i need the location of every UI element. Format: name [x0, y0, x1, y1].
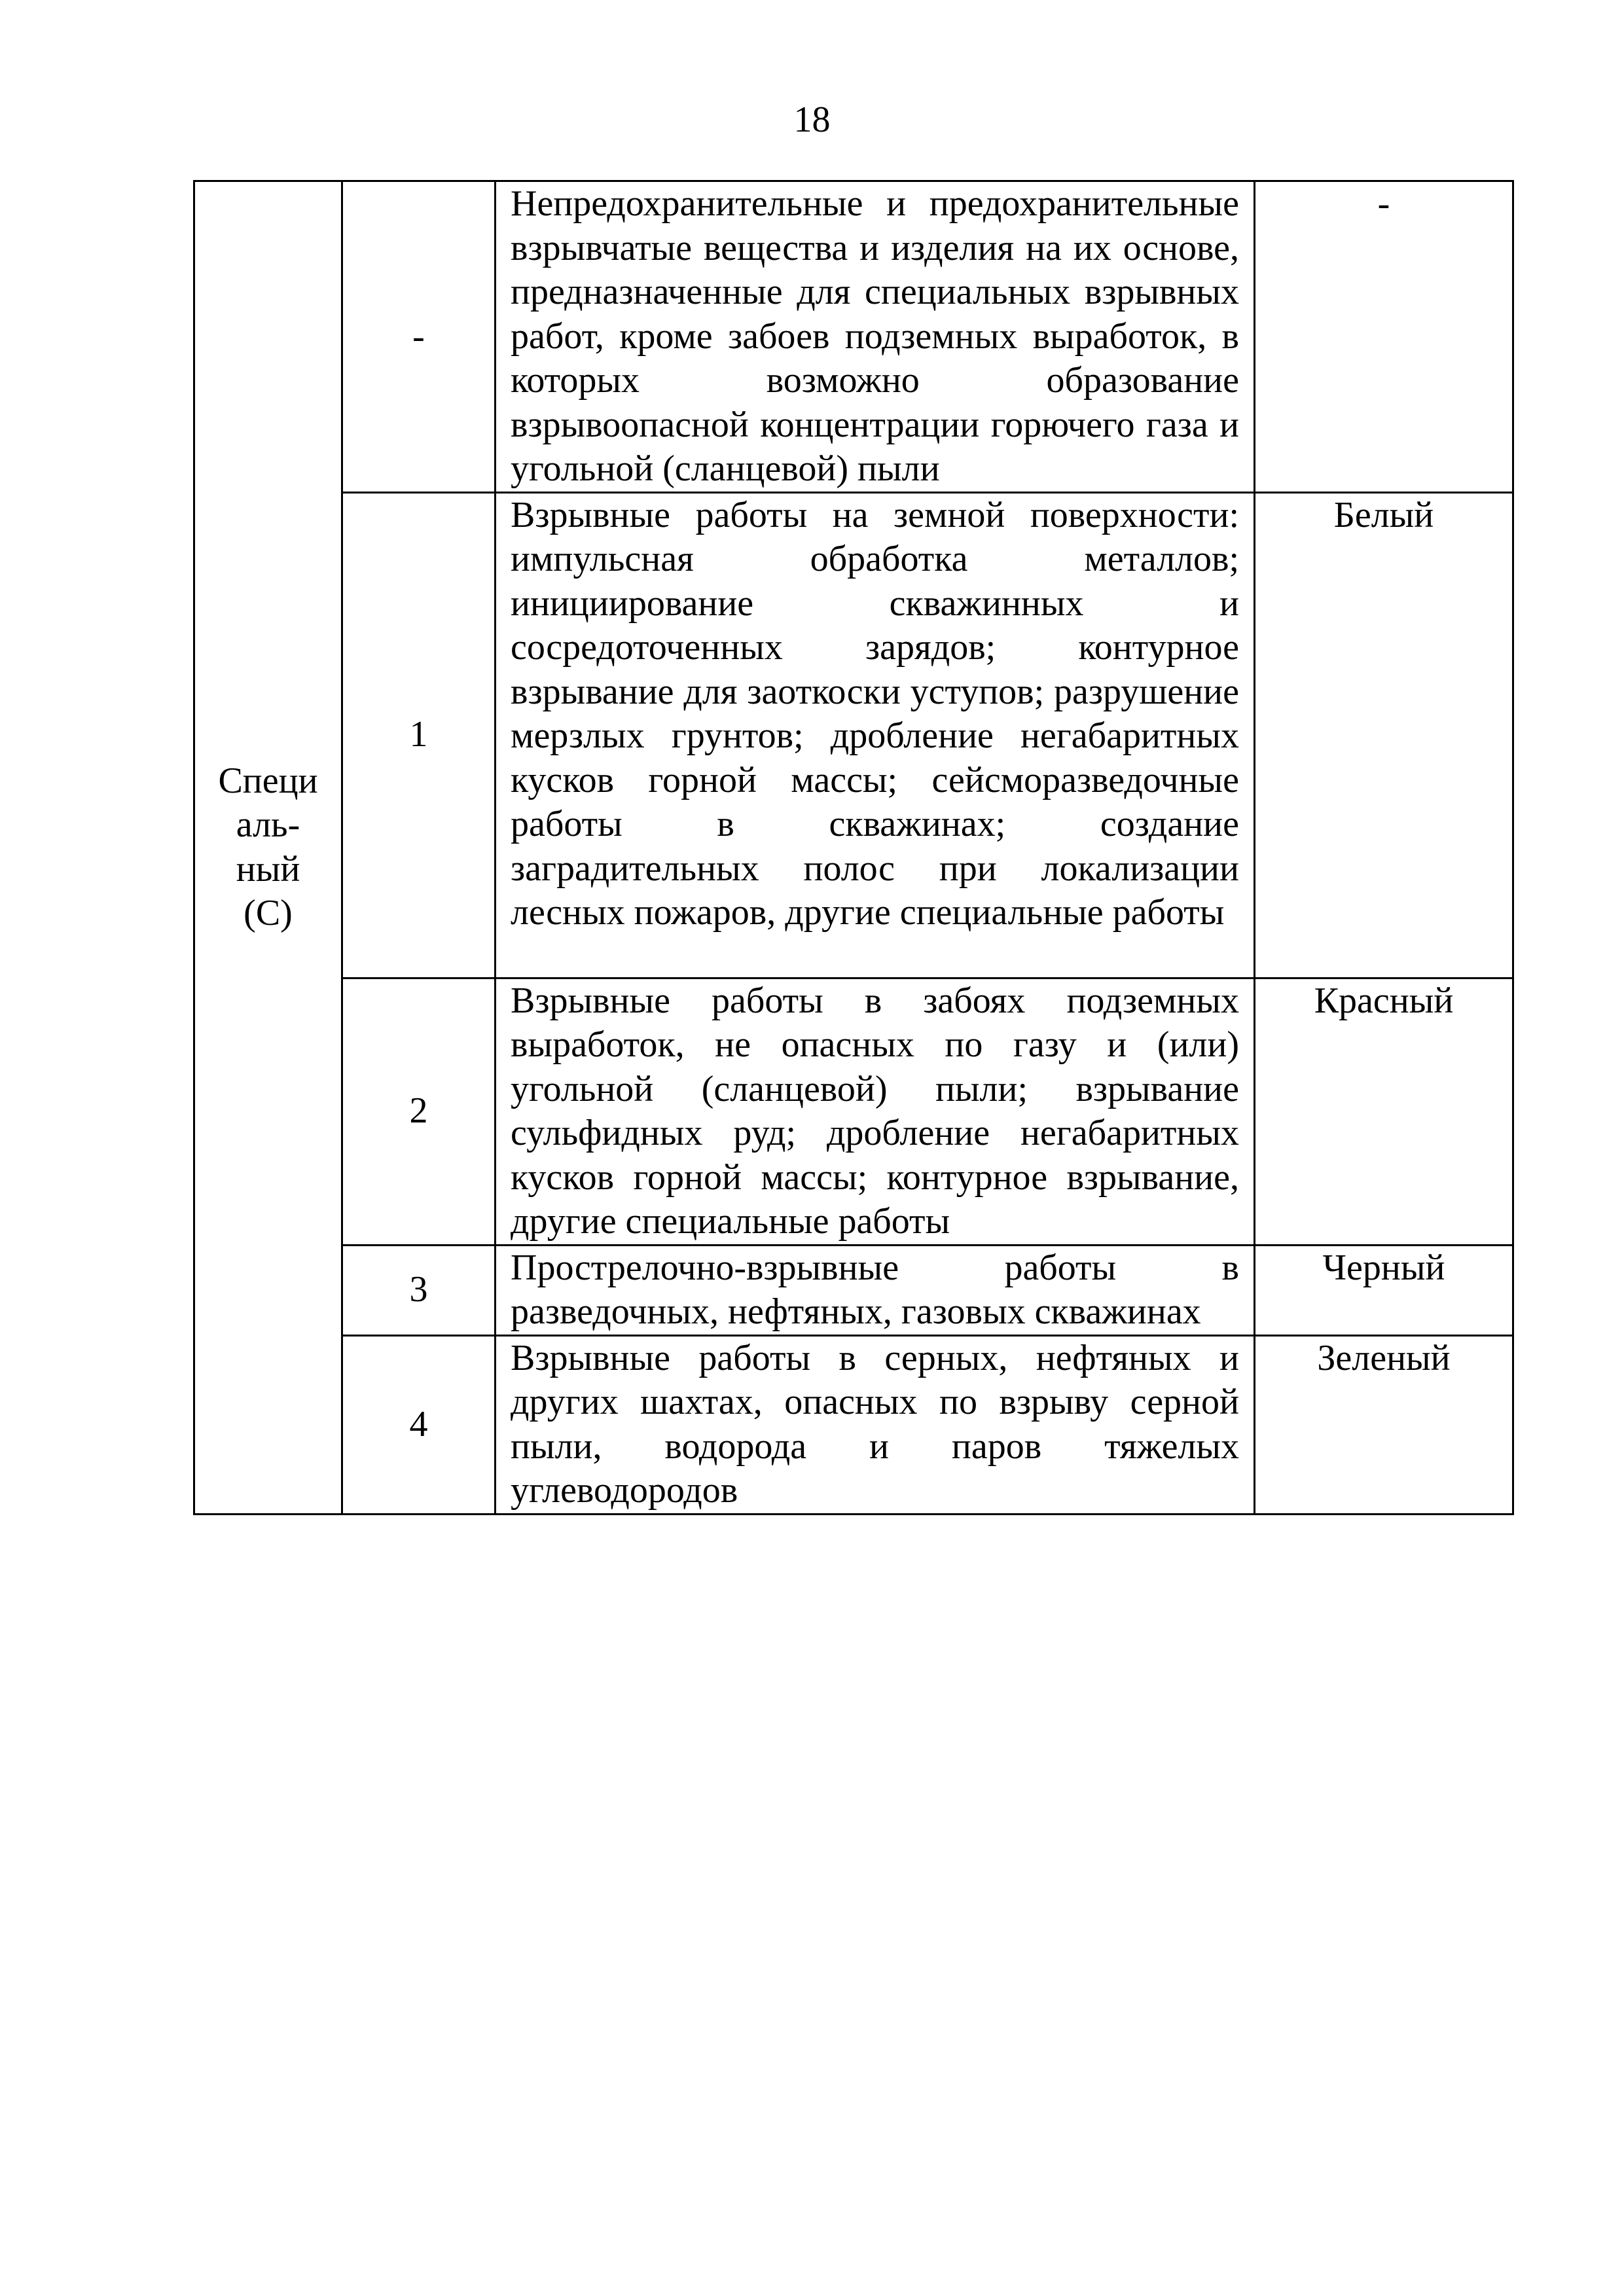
- class-cell: 4: [342, 1335, 496, 1514]
- description-text: Прострелочно-взрывные работы в разведочных, нефтяных, газовых скважинах: [511, 1247, 1239, 1332]
- table-row: [194, 492, 1513, 978]
- table-row: [194, 181, 1513, 493]
- class-cell: 3: [342, 1245, 496, 1335]
- table-row: [194, 1245, 1513, 1335]
- description-cell: [496, 492, 1255, 978]
- type-label-line: ный: [236, 848, 300, 889]
- description-cell: [496, 1245, 1255, 1335]
- color-cell: Зеленый: [1255, 1335, 1513, 1514]
- explosive-type-label: [195, 759, 341, 936]
- explosives-class-table: [193, 180, 1514, 1515]
- color-cell: -: [1255, 181, 1513, 493]
- description-text: Взрывные работы в серных, нефтяных и других шахтах, опасных по взрыву серной пыли, водорода и паров тяжелых углеводородов: [511, 1337, 1239, 1511]
- type-label-line: Специ: [218, 760, 318, 801]
- color-cell: Красный: [1255, 978, 1513, 1245]
- description-cell: [496, 181, 1255, 493]
- color-cell: Белый: [1255, 492, 1513, 978]
- explosive-type-cell: [194, 181, 342, 1515]
- type-label-line: аль-: [236, 804, 300, 846]
- class-cell: -: [342, 181, 496, 493]
- description-text: Взрывные работы в забоях подземных выработок, не опасных по газу и (или) угольной (сланцевой) пыли; взрывание сульфидных руд; дробление негабаритных кусков горной массы; контурное взрывание, другие специальные работы: [511, 980, 1239, 1242]
- page-number: 18: [793, 99, 831, 140]
- description-cell: [496, 1335, 1255, 1514]
- description-text: Непредохранительные и предохранительные взрывчатые вещества и изделия на их основе, предназначенные для специальных взрывных работ, кроме забоев подземных выработок, в которых возможно образование взрывоопасной концентрации горючего газа и угольной (сланцевой) пыли: [511, 183, 1239, 489]
- type-label-line: (С): [244, 893, 293, 934]
- description-cell: [496, 978, 1255, 1245]
- description-text: Взрывные работы на земной поверхности: импульсная обработка металлов; инициирование скважинных и сосредоточенных зарядов; контурное взрывание для заоткоски уступов; разрушение мерзлых грунтов; дробление негабаритных кусков горной массы; сейсморазведочные работы в скважинах; создание заградительных полос при локализации лесных пожаров, другие специальные работы: [511, 494, 1239, 933]
- table-row: [194, 978, 1513, 1245]
- class-cell: 1: [342, 492, 496, 978]
- class-cell: 2: [342, 978, 496, 1245]
- table-row: [194, 1335, 1513, 1514]
- color-cell: Черный: [1255, 1245, 1513, 1335]
